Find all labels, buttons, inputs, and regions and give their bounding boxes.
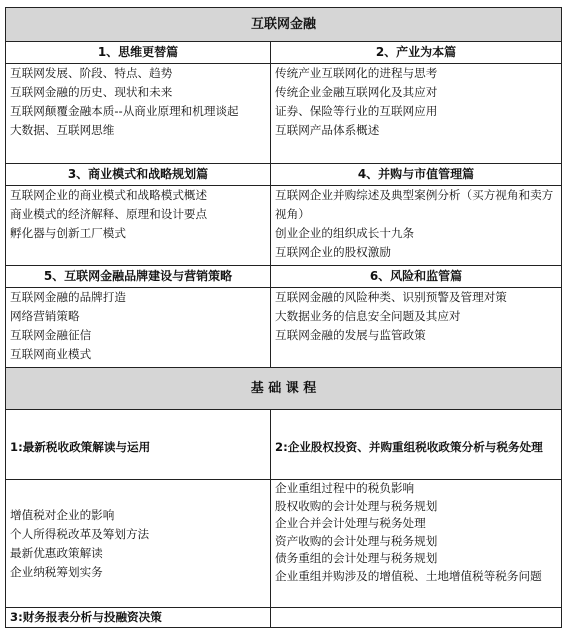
section-2-items [271,64,562,164]
list-item: 最新优惠政策解读 [10,545,103,560]
course-2-heading: 2:企业股权投资、并购重组税收政策分析与税务处理 [271,410,562,480]
list-item: 企业重组过程中的税负影响 [275,481,415,495]
list-item: 互联网金融征信 [10,328,92,342]
list-item: 互联网企业并购综述及典型案例分析（买方视角和卖方视角） [275,188,554,221]
course-3-heading: 3:财务报表分析与投融资决策 [6,608,271,628]
list-item: 大数据、互联网思维 [10,123,115,137]
section-heading-4: 4、并购与市值管理篇 [271,164,562,186]
list-item: 互联网颠覆金融本质--从商业原理和机理谈起 [10,104,239,118]
list-item: 证券、保险等行业的互联网应用 [275,104,438,118]
list-item: 大数据业务的信息安全问题及其应对 [275,309,461,323]
course-3-empty-cell [271,608,562,628]
list-item: 个人所得税改革及筹划方法 [10,526,150,541]
section-heading-6: 6、风险和监管篇 [271,266,562,288]
basic-courses-title: 基 础 课 程 [6,368,562,410]
section-heading-1: 1、思维更替篇 [6,42,271,64]
list-item: 互联网商业模式 [10,347,92,361]
list-item: 传统企业金融互联网化及其应对 [275,85,438,99]
list-item: 孵化器与创新工厂模式 [10,226,126,240]
list-item: 互联网金融的品牌打造 [10,290,126,304]
section-6-items [271,288,562,368]
list-item: 商业模式的经济解释、原理和设计要点 [10,207,208,221]
list-item: 互联网金融的历史、现状和未来 [10,85,173,99]
list-item: 互联网企业的股权激励 [275,245,391,259]
section-4-items [271,186,562,266]
list-item: 互联网发展、阶段、特点、趋势 [10,66,173,80]
section-3-items [6,186,271,266]
list-item: 股权收购的会计处理与税务规划 [275,498,438,513]
list-item: 互联网产品体系概述 [275,123,380,137]
section-5-items [6,288,271,368]
course-2-items [271,480,562,608]
course-1-items [6,480,271,608]
list-item: 企业重组并购涉及的增值税、土地增值税等税务问题 [275,568,542,583]
list-item: 债务重组的会计处理与税务规划 [275,551,438,565]
list-item: 互联网金融的发展与监管政策 [275,328,426,342]
list-item: 互联网企业的商业模式和战略模式概述 [10,188,208,202]
list-item: 增值税对企业的影响 [10,507,115,522]
list-item: 网络营销策略 [10,309,80,323]
list-item: 资产收购的会计处理与税务规划 [275,533,438,548]
course-outline-table [5,7,562,628]
section-heading-2: 2、产业为本篇 [271,42,562,64]
list-item: 企业合并会计处理与税务处理 [275,516,426,530]
table-title: 互联网金融 [6,8,562,42]
section-heading-5: 5、互联网金融品牌建设与营销策略 [6,266,271,288]
course-1-heading: 1:最新税收政策解读与运用 [6,410,271,480]
list-item: 创业企业的组织成长十九条 [275,226,415,240]
list-item: 传统产业互联网化的进程与思考 [275,66,438,80]
section-heading-3: 3、商业模式和战略规划篇 [6,164,271,186]
list-item: 企业纳税筹划实务 [10,564,103,579]
section-1-items [6,64,271,164]
list-item: 互联网金融的风险种类、识别预警及管理对策 [275,290,507,304]
